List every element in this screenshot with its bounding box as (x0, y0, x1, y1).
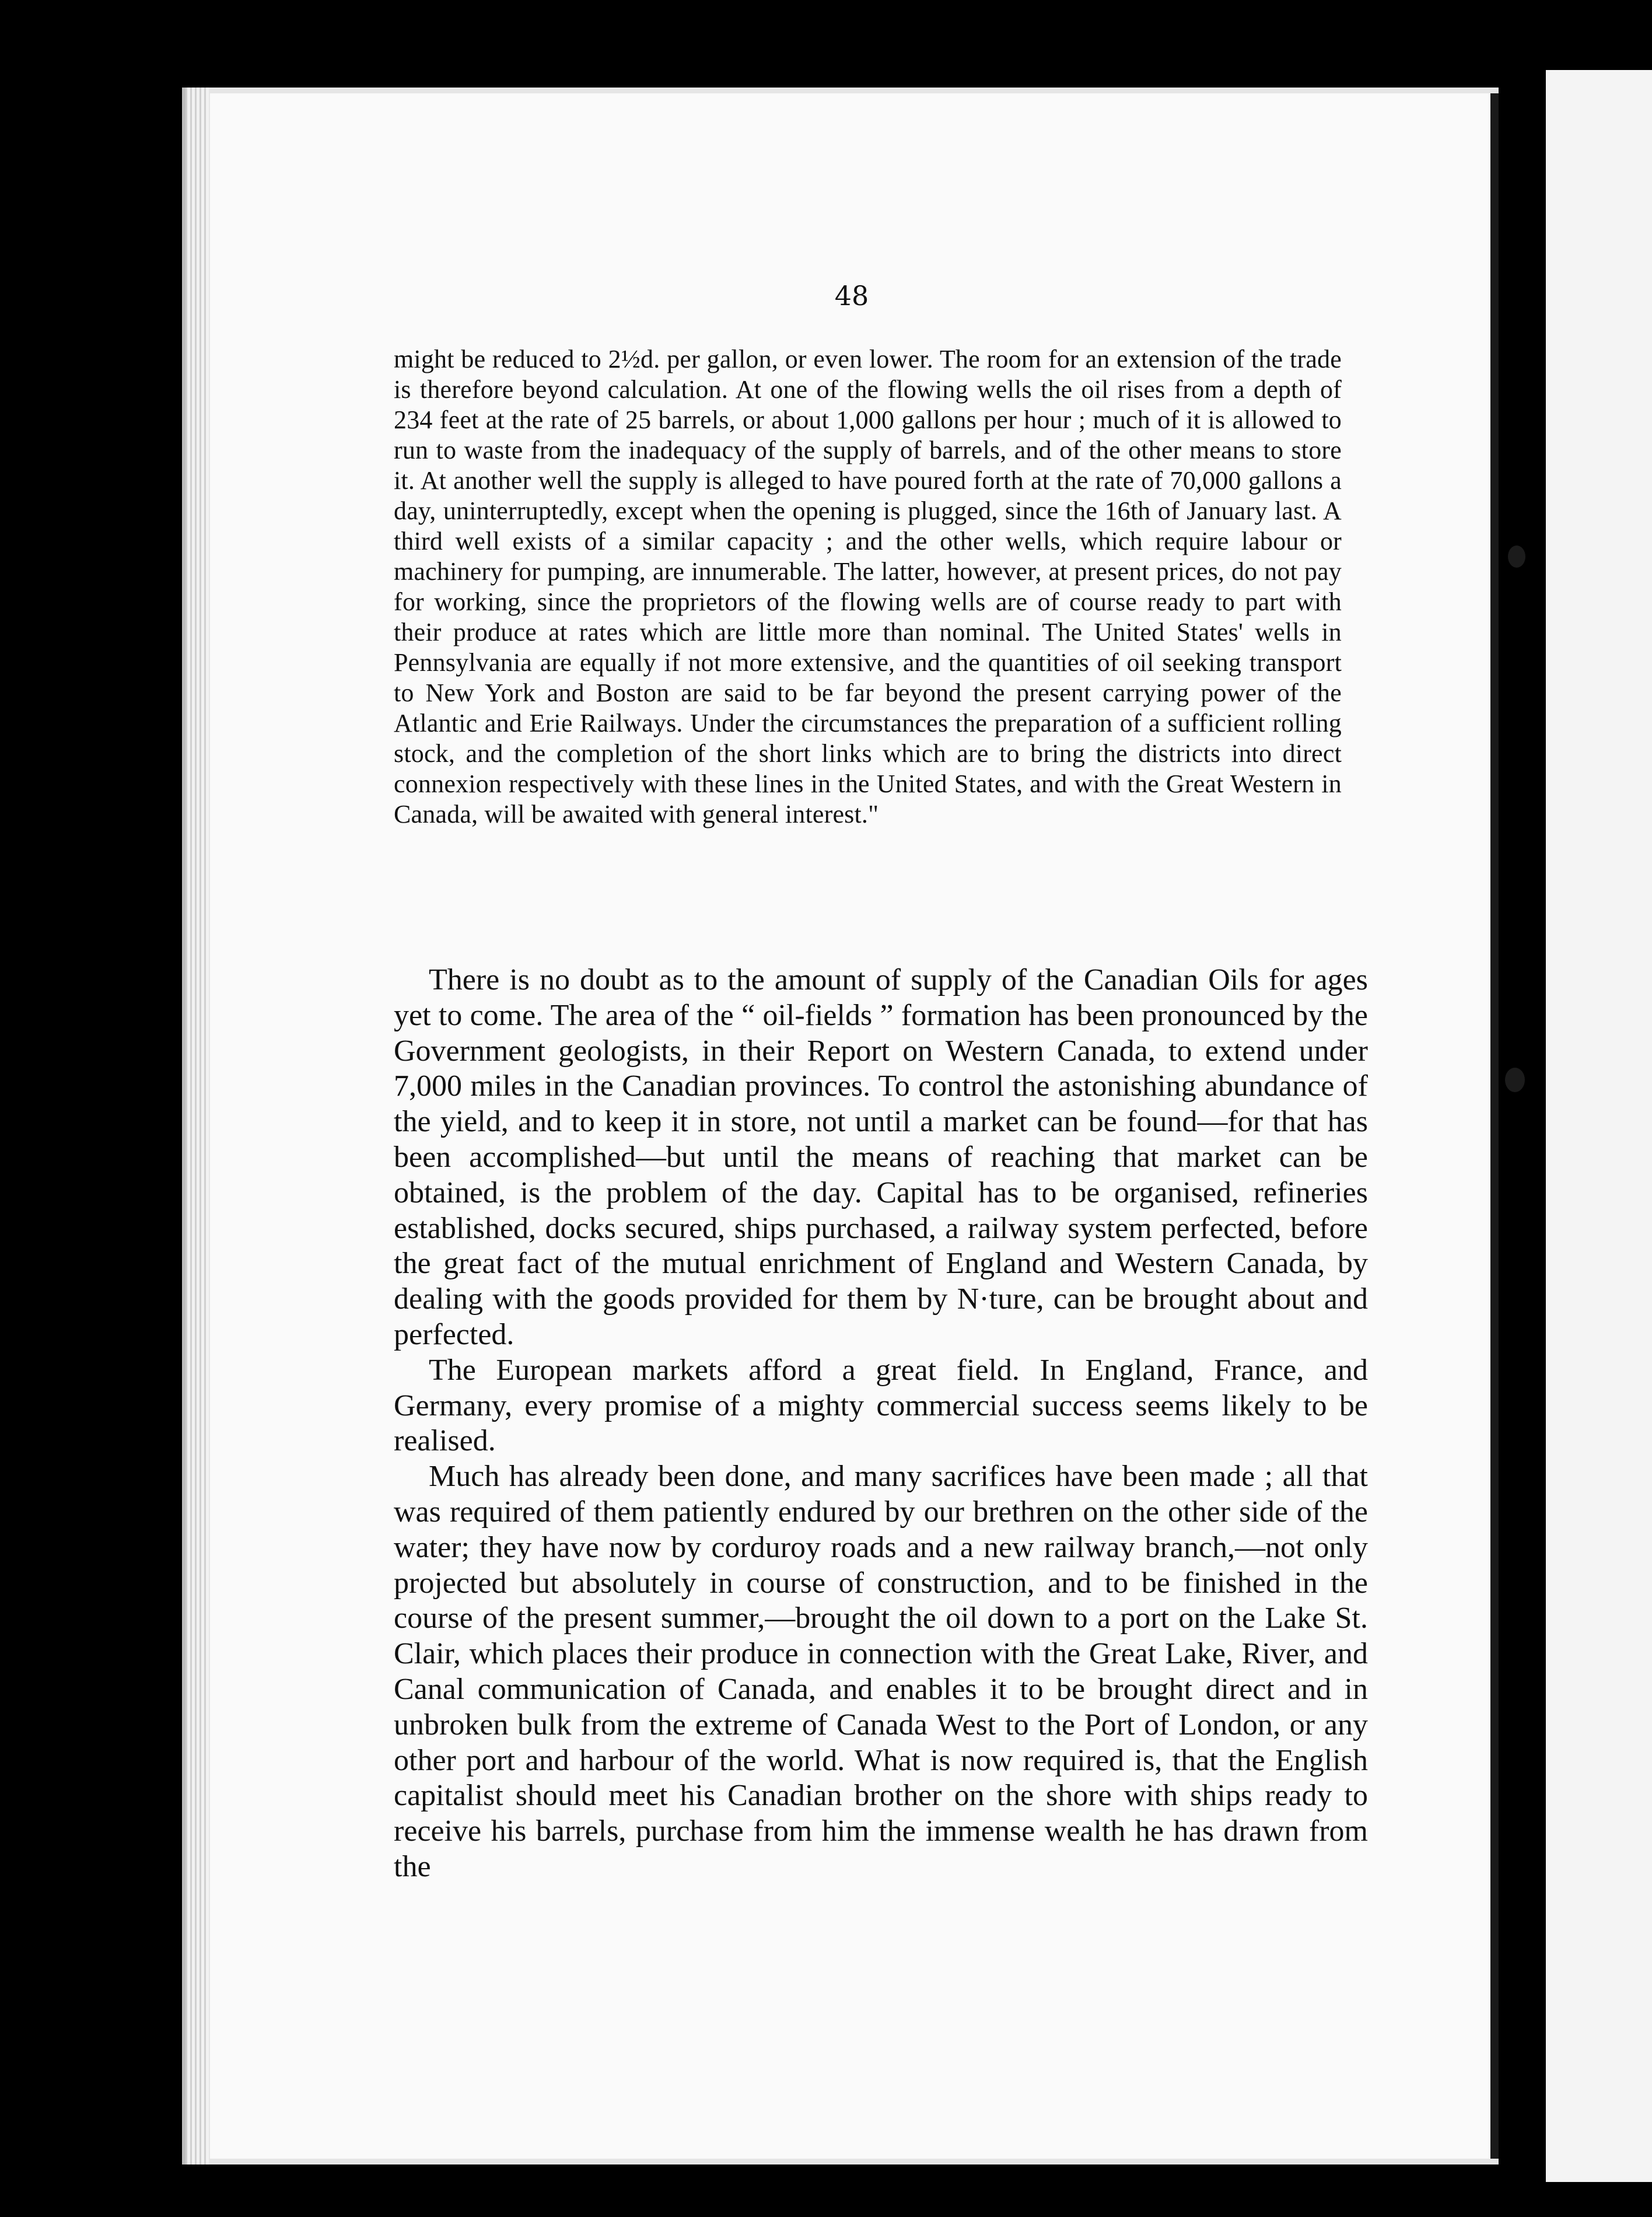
binding-mark-bottom (1505, 1068, 1525, 1092)
quote-text: might be reduced to 2½d. per gallon, or even lower. The room for an extension of the trade is therefore beyond calculation. At one of the flowing wells the oil rises from a depth of 234 feet at the rate of 25 barrels, or about 1,000 gallons per hour ; much of it is allowed to run to waste from the inadequacy of the supply of barrels, and of the other means to store it. At another well the supply is alleged to have poured forth at the rate of 70,000 gallons a day, uninterruptedly, except when the opening is plugged, since the 16th of January last. A third well exists of a similar capacity ; and the other wells, which require labour or machinery for pumping, are innumerable. The latter, however, at present prices, do not pay for working, since the proprietors of the flowing wells are of course ready to part with their produce at rates which are little more than nominal. The United States' wells in Pennsylvania are equally if not more extensive, and the quantities of oil seeking transport to New York and Boston are said to be far beyond the present carrying power of the Atlantic and Erie Railways. Under the circumstances the preparation of a sufficient rolling stock, and the completion of the short links which are to bring the districts into direct connexion respectively with these lines in the United States, and with the Great Western in Canada, will be awaited with general interest." (394, 345, 1342, 828)
binding-mark-top (1508, 545, 1525, 568)
page-number: 48 (834, 280, 869, 312)
paragraph-2: The European markets afford a great field. In England, France, and Germany, every promise of a mighty commercial success seems likely to be realised. (394, 1353, 1368, 1458)
book-page (210, 93, 1493, 2159)
facing-page-edge (1546, 70, 1652, 2182)
paragraph-1: There is no doubt as to the amount of supply of the Canadian Oils for ages yet to come. The area of the “ oil-fields ” formation has been pronounced by the Government geologists, in their Report on Western Canada, to extend under 7,000 miles in the Canadian provinces. To control the astonishing abundance of the yield, and to keep it in store, not until a market can be found—for that has been accomplished—but until the means of reaching that market can be obtained, is the problem of the day. Capital has to be organised, refineries established, docks secured, ships purchased, a railway system perfected, before the great fact of the mutual enrichment of England and Western Canada, by dealing with the goods provided for them by N·ture, can be brought about and perfected. (394, 963, 1368, 1351)
page-spine-shadow (1490, 93, 1499, 2159)
page-stack-edge (186, 88, 209, 2164)
quoted-passage (394, 344, 1342, 830)
body-text (394, 963, 1368, 1885)
paragraph-3: Much has already been done, and many sacrifices have been made ; all that was required of them patiently endured by our brethren on the other side of the water; they have now by corduroy roads and a new railway branch,—not only projected but absolutely in course of construction, and to be finished in the course of the present summer,—brought the oil down to a port on the Lake St. Clair, which places their produce in connection with the Great Lake, River, and Canal communication of Canada, and enables it to be brought direct and in unbroken bulk from the extreme of Canada West to the Port of London, or any other port and harbour of the world. What is now required is, that the English capitalist should meet his Canadian brother on the shore with ships ready to receive his barrels, purchase from him the immense wealth he has drawn from the (394, 1460, 1368, 1883)
binding-gap (1499, 70, 1546, 2182)
